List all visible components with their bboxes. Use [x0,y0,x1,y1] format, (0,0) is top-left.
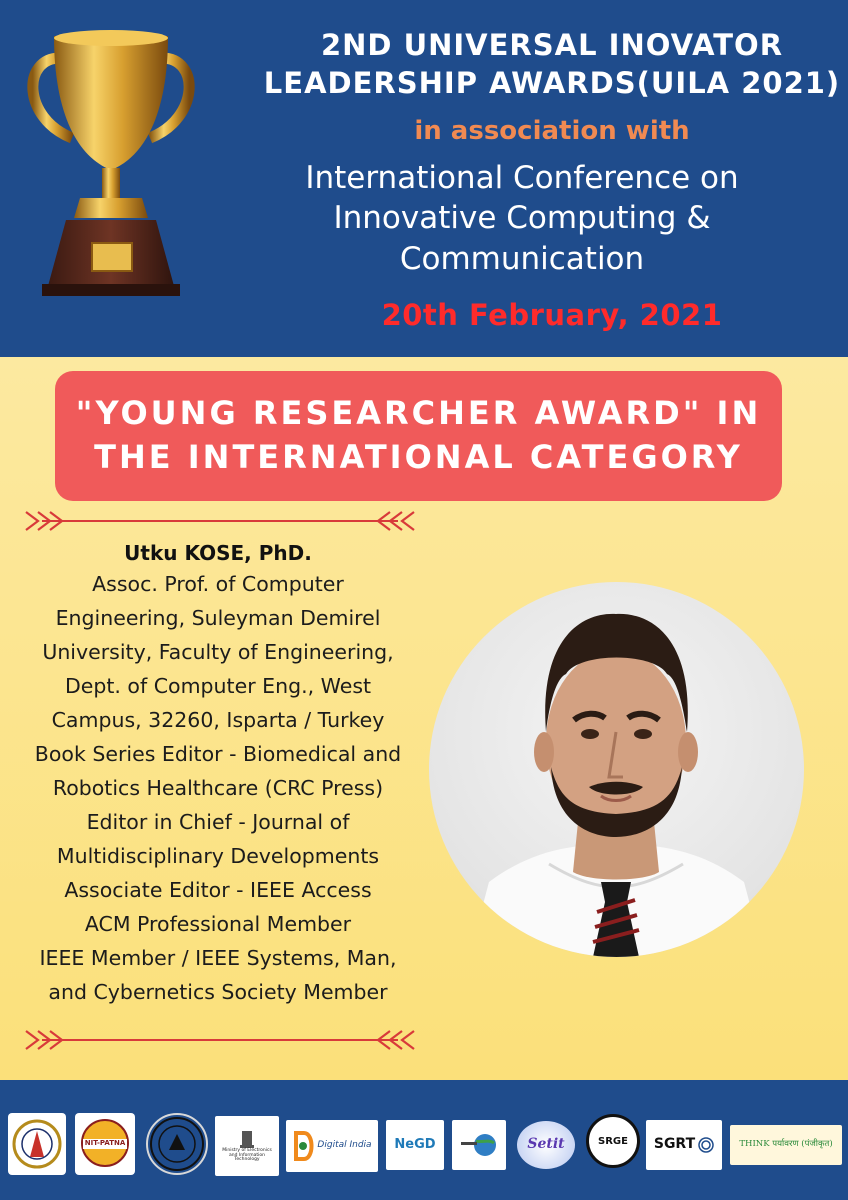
awardee-photo [429,582,804,957]
bio-line: Editor in Chief - Journal of [86,810,350,834]
awards-title-line1: 2ND UNIVERSAL INOVATOR [320,28,784,62]
globe-logo [452,1120,506,1170]
negd-label: NeGD [394,1136,436,1152]
digital-india-icon [292,1131,314,1161]
conference-line3: Communication [399,241,645,277]
university-crest-icon [12,1117,62,1171]
bio-line: University, Faculty of Engineering, [42,640,394,664]
srge-label: SRGE [598,1135,628,1147]
bio-line: and Cybernetics Society Member [48,980,388,1004]
meity-logo [215,1116,279,1176]
srge-logo [586,1114,640,1168]
awards-title-line2: LEADERSHIP AWARDS(UILA 2021) [263,66,841,100]
bio-line: ACM Professional Member [84,912,352,936]
trophy-icon [22,28,200,300]
bio-line: IEEE Member / IEEE Systems, Man, [39,946,397,970]
negd-logo [386,1120,444,1170]
digital-india-logo [286,1120,378,1172]
portrait-illustration [429,582,804,957]
sgrt-logo [646,1120,722,1170]
setit-label: Setit [527,1136,565,1153]
bio-line: Campus, 32260, Isparta / Turkey [51,708,385,732]
awardee-name: Utku KOSE, PhD. [124,541,312,565]
bio-line: Dept. of Computer Eng., West [64,674,372,698]
sgrt-label: SGRT [653,1136,696,1153]
digital-india-label: Digital India [317,1140,372,1151]
footer-logo-bar [0,1080,848,1200]
think-logo [730,1125,842,1165]
header-banner [0,0,848,357]
bio-line: Engineering, Suleyman Demirel [55,606,381,630]
award-line2: THE INTERNATIONAL CATEGORY [94,438,743,476]
association-text: in association with [414,116,690,146]
think-label: THINK पर्यावरण (पंजीकृत) [739,1139,833,1150]
ashoka-emblem-icon [239,1129,255,1149]
nit-patna-label: NIT-PATNA [84,1139,126,1148]
seal-icon [149,1116,205,1172]
sgrt-icon [698,1137,714,1153]
bio-line: Book Series Editor - Biomedical and [34,742,402,766]
bio-line: Robotics Healthcare (CRC Press) [52,776,384,800]
meity-label: Ministry of Electronics and Information Technology [222,1147,272,1163]
arrow-divider-top [22,506,418,536]
award-banner [55,371,782,501]
globe-icon [459,1131,499,1159]
setit-logo [514,1116,578,1174]
bio-line: Multidisciplinary Developments [56,844,380,868]
bio-line: Assoc. Prof. of Computer [92,572,344,596]
conference-line2: Innovative Computing & [333,200,711,236]
event-date: 20th February, 2021 [381,298,723,332]
conference-line1: International Conference on [305,160,739,196]
seal-logo [146,1113,208,1175]
bio-line: Associate Editor - IEEE Access [64,878,372,902]
nit-patna-logo [75,1113,135,1175]
university-of-delhi-logo [8,1113,66,1175]
award-line1: "YOUNG RESEARCHER AWARD" IN [75,394,762,432]
arrow-divider-bottom [22,1025,418,1055]
